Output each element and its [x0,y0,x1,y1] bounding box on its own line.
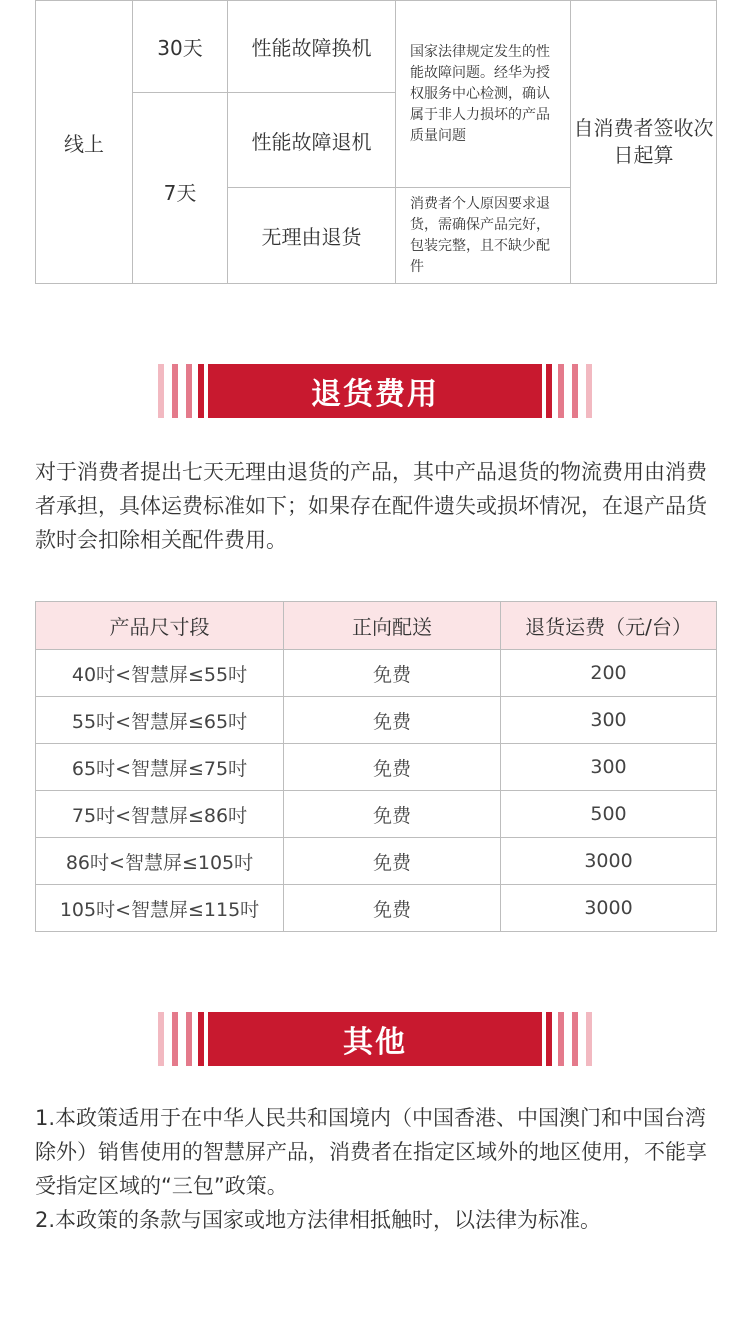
service-type-cell: 性能故障退机 [228,93,396,188]
other-item-2: 2.本政策的条款与国家或地方法律相抵触时，以法律为标准。 [35,1208,602,1232]
size-cell: 75吋<智慧屏≤86吋 [36,791,284,838]
fee-table [35,601,717,932]
banner-stripe [546,1012,552,1066]
table-row [36,838,717,885]
banner-stripe [586,364,592,418]
banner-stripe [586,1012,592,1066]
banner-stripe [572,364,578,418]
days-cell: 7天 [133,93,228,284]
delivery-cell: 免费 [284,697,501,744]
table-row [36,885,717,932]
start-time-cell: 自消费者签收次日起算 [571,1,717,284]
banner-stripe [158,1012,164,1066]
delivery-cell: 免费 [284,791,501,838]
size-cell: 55吋<智慧屏≤65吋 [36,697,284,744]
banner-stripe [558,1012,564,1066]
banner-stripe [186,364,192,418]
fee-cell: 200 [501,650,717,697]
size-cell: 105吋<智慧屏≤115吋 [36,885,284,932]
fee-cell: 500 [501,791,717,838]
banner-stripe [198,364,204,418]
table-row [36,697,717,744]
header-delivery: 正向配送 [284,602,501,650]
fee-cell: 300 [501,744,717,791]
banner-stripe [198,1012,204,1066]
table-row [36,791,717,838]
banner-stripe [558,364,564,418]
table-row [36,650,717,697]
banner-stripe [546,364,552,418]
fee-cell: 3000 [501,838,717,885]
return-fee-paragraph: 对于消费者提出七天无理由退货的产品，其中产品退货的物流费用由消费者承担，具体运费标准如下；如果存在配件遗失或损坏情况，在退产品货款时会扣除相关配件费用。 [35,460,707,552]
fee-cell: 300 [501,697,717,744]
section-banner-return-fee [158,364,592,418]
delivery-cell: 免费 [284,744,501,791]
banner-stripe [186,1012,192,1066]
service-type-cell: 无理由退货 [228,188,396,284]
service-type-cell: 性能故障换机 [228,1,396,93]
condition-cell: 国家法律规定发生的性能故障问题。经华为授权服务中心检测，确认属于非人力损坏的产品质量问题 [396,1,571,188]
delivery-cell: 免费 [284,650,501,697]
channel-cell: 线上 [36,1,133,284]
header-return-fee: 退货运费（元/台） [501,602,717,650]
table-row [36,744,717,791]
fee-cell: 3000 [501,885,717,932]
size-cell: 40吋<智慧屏≤55吋 [36,650,284,697]
size-cell: 86吋<智慧屏≤105吋 [36,838,284,885]
banner-stripe [172,1012,178,1066]
banner-stripe [572,1012,578,1066]
banner-stripe [158,364,164,418]
header-size: 产品尺寸段 [36,602,284,650]
condition-cell: 消费者个人原因要求退货，需确保产品完好，包装完整，且不缺少配件 [396,188,571,284]
section-title: 退货费用 [208,364,542,418]
policy-table [35,0,717,284]
size-cell: 65吋<智慧屏≤75吋 [36,744,284,791]
delivery-cell: 免费 [284,838,501,885]
delivery-cell: 免费 [284,885,501,932]
section-title: 其他 [208,1012,542,1066]
section-banner-other [158,1012,592,1066]
other-item-1: 1.本政策适用于在中华人民共和国境内（中国香港、中国澳门和中国台湾除外）销售使用的智慧屏产品，消费者在指定区域外的地区使用，不能享受指定区域的“三包”政策。 [35,1106,707,1198]
fee-table-header-row [36,602,717,650]
days-cell: 30天 [133,1,228,93]
banner-stripe [172,364,178,418]
